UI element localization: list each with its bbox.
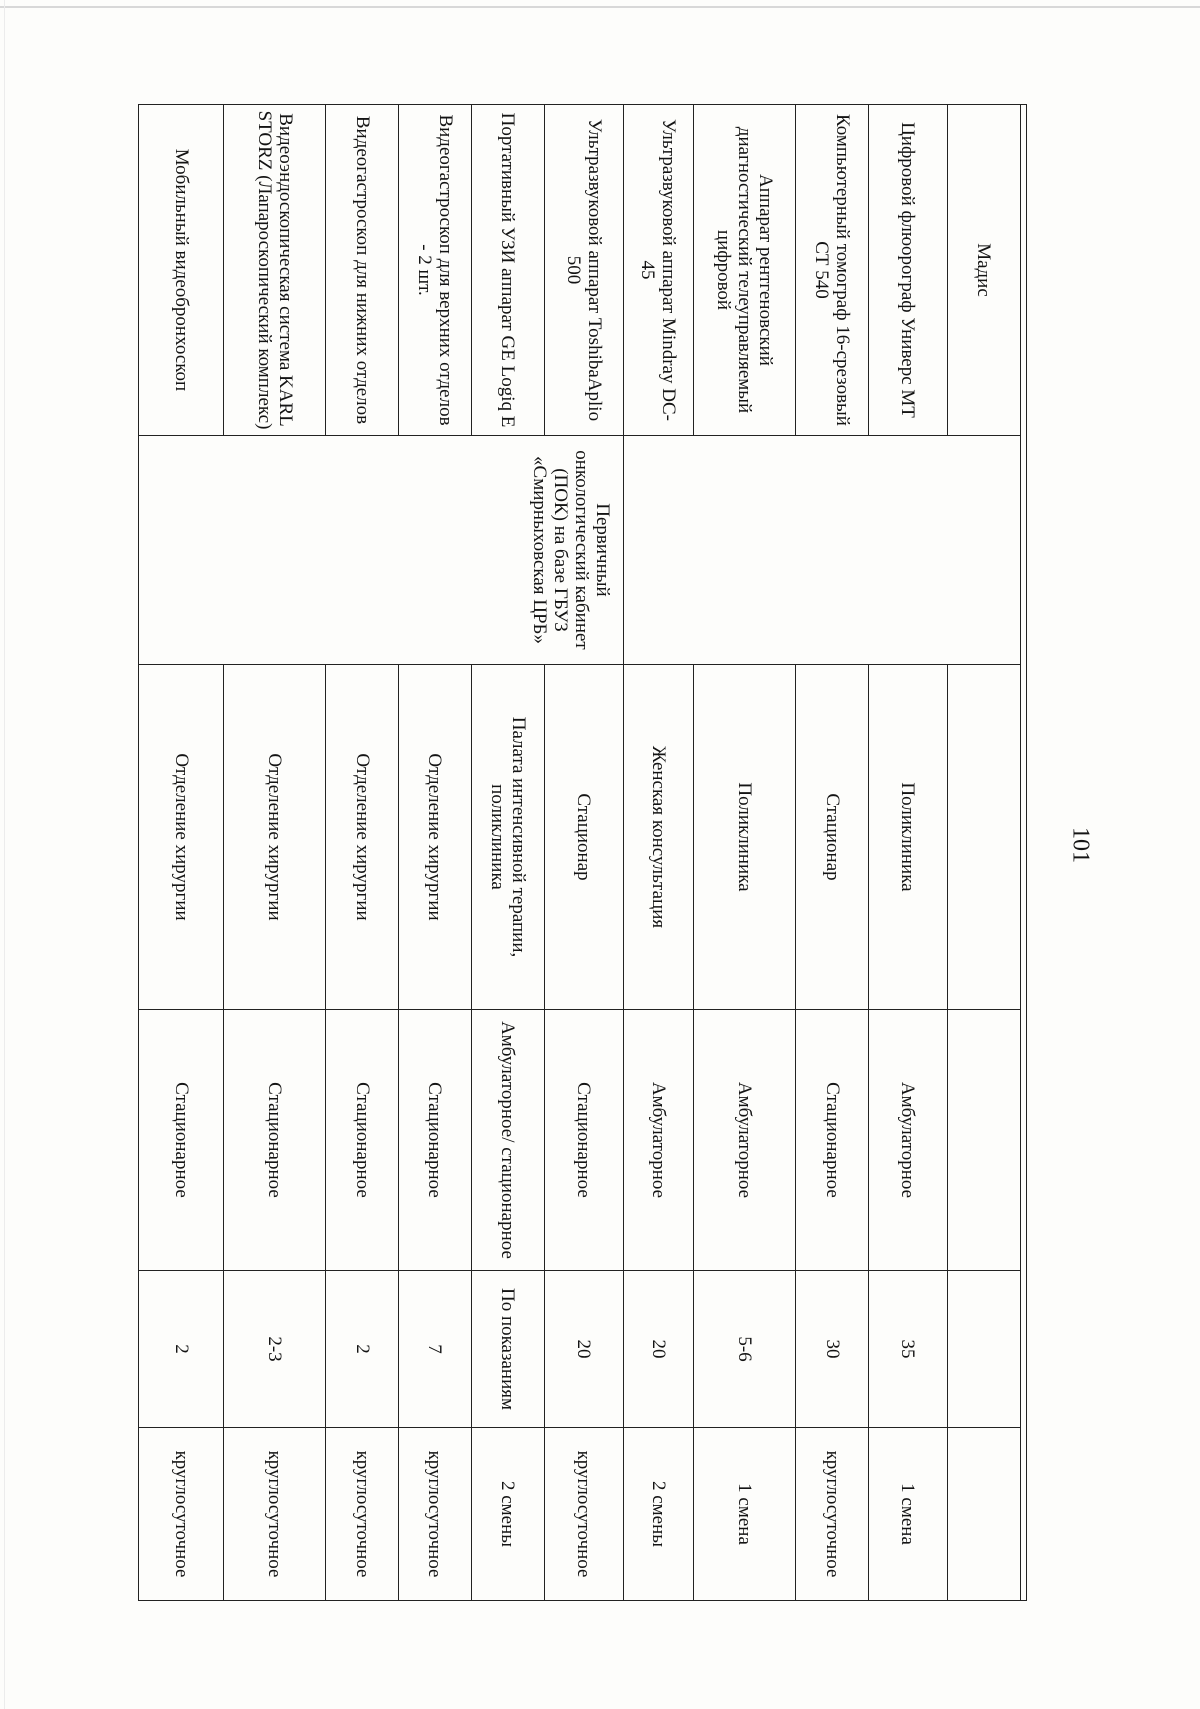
device-cell: Видеоэндоскопическая система KARL STORZ (Лапароскопический комплекс) — [224, 105, 326, 436]
mode-cell: Стационарное — [139, 1010, 224, 1271]
scan-border-line — [0, 6, 1200, 8]
table-row — [471, 105, 544, 1601]
capacity-cell — [947, 1271, 1020, 1428]
capacity-cell: 20 — [544, 1271, 623, 1428]
capacity-cell: 2 — [139, 1271, 224, 1428]
device-cell: Цифровой флюорограф Универс МТ — [868, 105, 947, 436]
facility-cell-empty — [623, 436, 1020, 665]
capacity-cell: По показаниям — [471, 1271, 544, 1428]
device-cell: Аппарат рентгеновский диагностический телеуправляемый цифровой — [694, 105, 796, 436]
unit-cell: Отделение хирургии — [224, 665, 326, 1010]
mode-cell: Стационарное — [326, 1010, 399, 1271]
unit-cell: Отделение хирургии — [326, 665, 399, 1010]
unit-cell: Отделение хирургии — [139, 665, 224, 1010]
device-cell: Ультразвуковой аппарат Mindray DC-45 — [623, 105, 694, 436]
mode-cell: Амбулаторное — [623, 1010, 694, 1271]
table-row — [623, 105, 694, 1601]
device-cell: Видеогастроскоп для верхних отделов - 2 шт. — [399, 105, 472, 436]
capacity-cell: 2 — [326, 1271, 399, 1428]
table-row — [868, 105, 947, 1601]
rotated-table-container — [138, 104, 1027, 1600]
unit-cell: Стационар — [544, 665, 623, 1010]
capacity-cell: 30 — [796, 1271, 869, 1428]
table-row — [326, 105, 399, 1601]
shift-cell — [947, 1428, 1020, 1601]
capacity-cell: 20 — [623, 1271, 694, 1428]
facility-cell: Первичный онкологический кабинет (ПОК) на базе ГБУЗ «Смирныховская ЦРБ» — [139, 436, 624, 665]
equipment-table — [138, 104, 1027, 1601]
device-cell: Видеогастроскоп для нижних отделов — [326, 105, 399, 436]
device-cell: Компьютерный томограф 16-срезовый СТ 540 — [796, 105, 869, 436]
table-cell-spacer — [1020, 105, 1026, 1601]
device-cell: Ультразвуковой аппарат ToshibaAplio 500 — [544, 105, 623, 436]
unit-cell: Поликлиника — [868, 665, 947, 1010]
unit-cell: Отделение хирургии — [399, 665, 472, 1010]
table-row — [694, 105, 796, 1601]
table-row — [796, 105, 869, 1601]
mode-cell: Стационарное — [224, 1010, 326, 1271]
shift-cell: круглосуточное — [326, 1428, 399, 1601]
shift-cell: круглосуточное — [139, 1428, 224, 1601]
mode-cell: Стационарное — [399, 1010, 472, 1271]
device-cell: Портативный УЗИ аппарат GE Logiq E — [471, 105, 544, 436]
table-row — [544, 105, 623, 1601]
shift-cell: 2 смены — [623, 1428, 694, 1601]
unit-cell: Палата интенсивной терапии, поликлиника — [471, 665, 544, 1010]
table-row — [139, 105, 224, 1601]
unit-cell: Женская консультация — [623, 665, 694, 1010]
shift-cell: круглосуточное — [224, 1428, 326, 1601]
mode-cell — [947, 1010, 1020, 1271]
mode-cell: Амбулаторное/ стационарное — [471, 1010, 544, 1271]
capacity-cell: 2-3 — [224, 1271, 326, 1428]
mode-cell: Стационарное — [544, 1010, 623, 1271]
shift-cell: 2 смены — [471, 1428, 544, 1601]
unit-cell: Поликлиника — [694, 665, 796, 1010]
shift-cell: круглосуточное — [796, 1428, 869, 1601]
mode-cell: Стационарное — [796, 1010, 869, 1271]
capacity-cell: 35 — [868, 1271, 947, 1428]
device-cell: Мобильный видеобронхоскоп — [139, 105, 224, 436]
mode-cell: Амбулаторное — [868, 1010, 947, 1271]
shift-cell: 1 смена — [868, 1428, 947, 1601]
table-row — [1020, 105, 1026, 1601]
table-row — [947, 105, 1020, 1601]
unit-cell — [947, 665, 1020, 1010]
shift-cell: круглосуточное — [399, 1428, 472, 1601]
table-row — [224, 105, 326, 1601]
shift-cell: круглосуточное — [544, 1428, 623, 1601]
shift-cell: 1 смена — [694, 1428, 796, 1601]
table-row — [399, 105, 472, 1601]
device-cell: Мадис — [947, 105, 1020, 436]
unit-cell: Стационар — [796, 665, 869, 1010]
capacity-cell: 7 — [399, 1271, 472, 1428]
scan-left-edge — [4, 0, 5, 1709]
mode-cell: Амбулаторное — [694, 1010, 796, 1271]
page-number: 101 — [1067, 827, 1094, 863]
capacity-cell: 5-6 — [694, 1271, 796, 1428]
